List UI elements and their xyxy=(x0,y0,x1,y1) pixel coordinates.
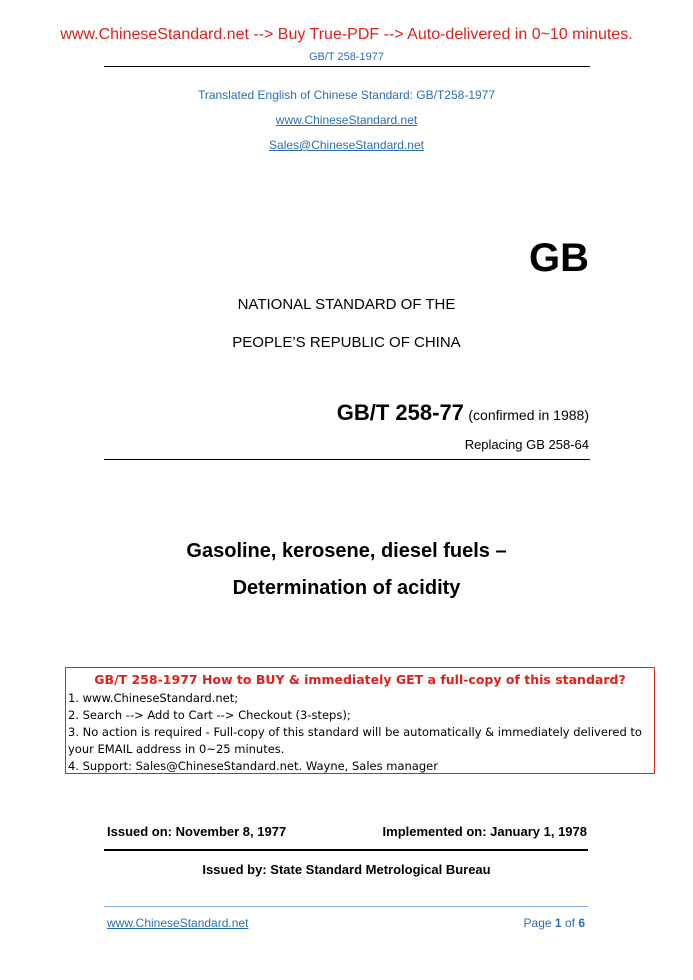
issued-by: Issued by: State Standard Metrological Bureau xyxy=(202,862,491,877)
buy-step-4: 4. Support: Sales@ChineseStandard.net. Wayne, Sales manager xyxy=(68,759,438,773)
national-standard-line1: NATIONAL STANDARD OF THE xyxy=(237,296,456,313)
buy-step-3-cont: your EMAIL address in 0~25 minutes. xyxy=(68,742,285,756)
footer-rule xyxy=(104,906,588,907)
gb-mark: GB xyxy=(529,236,589,280)
confirmed-note: (confirmed in 1988) xyxy=(468,407,589,423)
standard-code-block xyxy=(337,400,589,426)
buy-box-title: GB/T 258-1977 How to BUY & immediately GET a full-copy of this standard? xyxy=(94,672,626,687)
buy-step-1: 1. www.ChineseStandard.net; xyxy=(68,691,239,705)
header-standard-code: GB/T 258-1977 xyxy=(308,51,384,63)
page-label: Page xyxy=(523,916,552,930)
translation-title: Translated English of Chinese Standard: GB/T258-1977 xyxy=(197,88,496,102)
document-title-line1: Gasoline, kerosene, diesel fuels – xyxy=(186,540,507,562)
header-rule xyxy=(104,66,590,67)
standard-code: GB/T 258-77 xyxy=(336,400,464,425)
implemented-date: Implemented on: January 1, 1978 xyxy=(382,824,587,839)
document-title-line2: Determination of acidity xyxy=(232,577,461,599)
footer-website-link[interactable]: www.ChineseStandard.net xyxy=(107,916,249,930)
page-current: 1 xyxy=(554,916,562,930)
page-total: 6 xyxy=(578,916,585,930)
buy-step-2: 2. Search --> Add to Cart --> Checkout (3-steps); xyxy=(68,708,351,722)
buy-step-3: 3. No action is required - Full-copy of this standard will be automatically & immediately delivered to xyxy=(68,725,642,739)
page-number xyxy=(524,916,585,930)
code-rule xyxy=(104,459,590,460)
website-link[interactable]: www.ChineseStandard.net xyxy=(275,113,418,127)
top-banner[interactable]: www.ChineseStandard.net --> Buy True-PDF --> Auto-delivered in 0~10 minutes. xyxy=(60,26,633,43)
buy-instructions-box xyxy=(65,667,655,774)
national-standard-line2: PEOPLE’S REPUBLIC OF CHINA xyxy=(232,334,461,351)
dates-rule xyxy=(104,849,588,851)
issued-date: Issued on: November 8, 1977 xyxy=(107,824,287,839)
replacing-note: Replacing GB 258-64 xyxy=(464,437,589,452)
page-of: of xyxy=(564,916,575,930)
email-link[interactable]: Sales@ChineseStandard.net xyxy=(269,138,424,152)
